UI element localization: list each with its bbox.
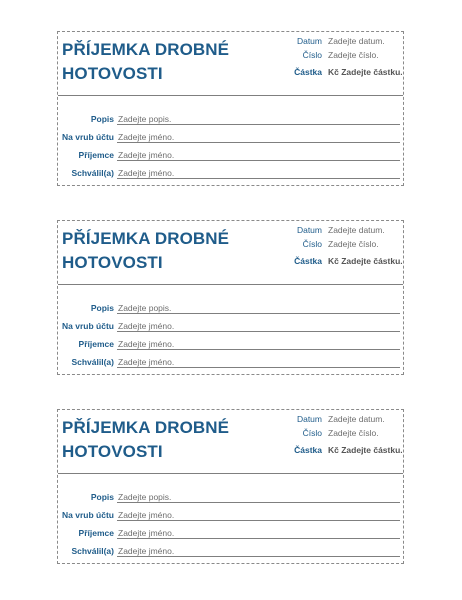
approved-row — [58, 168, 403, 182]
description-label: Popis — [90, 492, 114, 502]
approved-field[interactable]: Zadejte jméno. — [118, 168, 175, 178]
receipt-title: PŘÍJEMKA DROBNÉ HOTOVOSTI — [62, 40, 230, 83]
description-row — [58, 114, 403, 128]
recipient-row — [58, 339, 403, 353]
field-underline — [117, 313, 400, 314]
date-label: Datum — [296, 36, 322, 46]
receipt-3 — [57, 409, 404, 564]
account-field[interactable]: Zadejte jméno. — [118, 321, 175, 331]
receipt-meta — [58, 221, 403, 281]
description-row — [58, 303, 403, 317]
description-label: Popis — [90, 114, 114, 124]
recipient-label: Příjemce — [78, 150, 114, 160]
number-label: Číslo — [302, 428, 322, 438]
description-field[interactable]: Zadejte popis. — [118, 114, 172, 124]
receipt-2 — [57, 220, 404, 375]
approved-row — [58, 546, 403, 560]
approved-field[interactable]: Zadejte jméno. — [118, 357, 175, 367]
date-label: Datum — [296, 225, 322, 235]
amount-label: Částka — [294, 256, 322, 266]
field-underline — [117, 160, 400, 161]
field-underline — [117, 349, 400, 350]
field-underline — [117, 502, 400, 503]
description-field[interactable]: Zadejte popis. — [118, 492, 172, 502]
description-field[interactable]: Zadejte popis. — [118, 303, 172, 313]
description-row — [58, 492, 403, 506]
approved-label: Schválil(a) — [71, 357, 114, 367]
receipt-meta — [58, 410, 403, 470]
account-label: Na vrub účtu — [62, 132, 114, 142]
field-underline — [117, 178, 400, 179]
account-label: Na vrub účtu — [62, 510, 114, 520]
field-underline — [117, 331, 400, 332]
description-label: Popis — [90, 303, 114, 313]
account-label: Na vrub účtu — [62, 321, 114, 331]
date-field[interactable]: Zadejte datum. — [328, 414, 385, 424]
recipient-field[interactable]: Zadejte jméno. — [118, 339, 175, 349]
header-divider — [58, 284, 403, 285]
date-label: Datum — [296, 414, 322, 424]
approved-label: Schválil(a) — [71, 546, 114, 556]
receipt-title: PŘÍJEMKA DROBNÉ HOTOVOSTI — [62, 229, 230, 272]
receipt-meta — [58, 32, 403, 92]
number-field[interactable]: Zadejte číslo. — [328, 428, 379, 438]
number-label: Číslo — [302, 50, 322, 60]
amount-label: Částka — [294, 67, 322, 77]
recipient-label: Příjemce — [78, 339, 114, 349]
number-field[interactable]: Zadejte číslo. — [328, 50, 379, 60]
recipient-row — [58, 150, 403, 164]
amount-field[interactable]: Kč Zadejte částku. — [328, 256, 403, 266]
amount-field[interactable]: Kč Zadejte částku. — [328, 445, 403, 455]
account-row — [58, 132, 403, 146]
receipt-title: PŘÍJEMKA DROBNÉ HOTOVOSTI — [62, 418, 230, 461]
amount-label: Částka — [294, 445, 322, 455]
approved-row — [58, 357, 403, 371]
header-divider — [58, 473, 403, 474]
account-row — [58, 510, 403, 524]
date-field[interactable]: Zadejte datum. — [328, 36, 385, 46]
receipt-1 — [57, 31, 404, 186]
header-divider — [58, 95, 403, 96]
number-field[interactable]: Zadejte číslo. — [328, 239, 379, 249]
amount-field[interactable]: Kč Zadejte částku. — [328, 67, 403, 77]
recipient-field[interactable]: Zadejte jméno. — [118, 150, 175, 160]
date-field[interactable]: Zadejte datum. — [328, 225, 385, 235]
field-underline — [117, 520, 400, 521]
account-field[interactable]: Zadejte jméno. — [118, 132, 175, 142]
approved-field[interactable]: Zadejte jméno. — [118, 546, 175, 556]
field-underline — [117, 367, 400, 368]
field-underline — [117, 538, 400, 539]
number-label: Číslo — [302, 239, 322, 249]
field-underline — [117, 124, 400, 125]
recipient-field[interactable]: Zadejte jméno. — [118, 528, 175, 538]
field-underline — [117, 142, 400, 143]
approved-label: Schválil(a) — [71, 168, 114, 178]
recipient-label: Příjemce — [78, 528, 114, 538]
account-field[interactable]: Zadejte jméno. — [118, 510, 175, 520]
recipient-row — [58, 528, 403, 542]
field-underline — [117, 556, 400, 557]
account-row — [58, 321, 403, 335]
